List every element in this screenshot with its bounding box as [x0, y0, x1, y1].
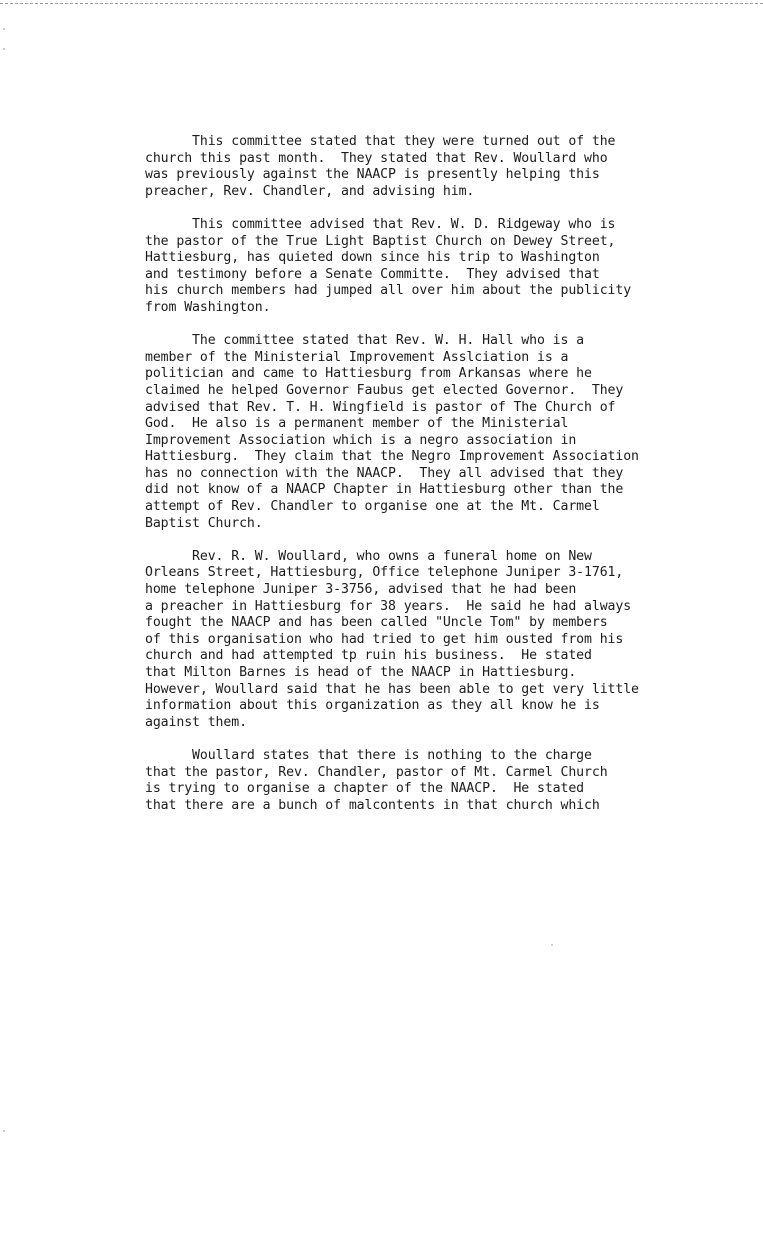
text-line: preacher, Rev. Chandler, and advising him. — [145, 183, 475, 199]
text-line: The committee stated that Rev. W. H. Hall who is a — [145, 333, 585, 349]
text-line: God. He also is a permanent member of the Ministerial — [145, 416, 569, 432]
paragraph-committee-turned-out — [145, 134, 725, 200]
text-line: advised that Rev. T. H. Wingfield is pastor of The Church of — [145, 399, 616, 415]
text-line: did not know of a NAACP Chapter in Hattiesburg other than the — [145, 482, 624, 498]
text-line: This committee stated that they were turned out of the — [145, 134, 616, 149]
text-line: This committee advised that Rev. W. D. Ridgeway who is — [145, 216, 616, 232]
scan-speck — [3, 48, 5, 50]
text-line: church this past month. They stated that Rev. Woullard who — [145, 150, 608, 166]
text-line: that the pastor, Rev. Chandler, pastor of Mt. Carmel Church — [145, 764, 608, 780]
text-line: is trying to organise a chapter of the NAACP. He stated — [145, 781, 585, 797]
text-line: Rev. R. W. Woullard, who owns a funeral home on New — [145, 548, 592, 564]
text-line: that Milton Barnes is head of the NAACP in Hattiesburg. — [145, 665, 577, 680]
text-line: Hattiesburg, has quieted down since his trip to Washington — [145, 250, 600, 266]
text-line: was previously against the NAACP is presently helping this — [145, 167, 600, 183]
text-line: against them. — [145, 714, 247, 730]
text-line: Woullard states that there is nothing to the charge — [145, 747, 592, 763]
text-line: member of the Ministerial Improvement Asslciation is a — [145, 349, 569, 365]
text-line: of this organisation who had tried to get him ousted from his — [145, 631, 624, 647]
text-line: Baptist Church. — [145, 515, 263, 531]
paragraph-ridgeway — [145, 217, 725, 317]
text-line: his church members had jumped all over him about the publicity — [145, 283, 632, 299]
text-line: Orleans Street, Hattiesburg, Office telephone Juniper 3-1761, — [145, 565, 624, 581]
text-line: claimed he helped Governor Faubus get elected Governor. They — [145, 382, 624, 398]
text-line: the pastor of the True Light Baptist Church on Dewey Street, — [145, 233, 616, 249]
text-line: fought the NAACP and has been called "Uncle Tom" by members — [145, 615, 608, 631]
text-line: from Washington. — [145, 299, 271, 315]
text-line: home telephone Juniper 3-3756, advised that he had been — [145, 582, 577, 598]
page-top-edge-rule — [0, 3, 763, 4]
scan-speck — [551, 944, 553, 946]
scan-speck — [3, 28, 5, 30]
text-line: Hattiesburg. They claim that the Negro Improvement Association — [145, 449, 639, 465]
paragraph-woullard-states — [145, 748, 725, 814]
text-line: and testimony before a Senate Committe. They advised that — [145, 266, 600, 282]
text-line: However, Woullard said that he has been able to get very little — [145, 681, 639, 697]
paragraph-woullard-interview — [145, 549, 725, 732]
typed-report-body — [145, 134, 725, 831]
paragraph-hall-wingfield — [145, 333, 725, 532]
text-line: church and had attempted tp ruin his business. He stated — [145, 648, 592, 664]
text-line: a preacher in Hattiesburg for 38 years. He said he had always — [145, 598, 632, 614]
scan-speck — [3, 1130, 5, 1132]
text-line: politician and came to Hattiesburg from Arkansas where he — [145, 366, 592, 382]
text-line: information about this organization as they all know he is — [145, 698, 600, 714]
text-line: has no connection with the NAACP. They all advised that they — [145, 465, 624, 481]
text-line: Improvement Association which is a negro association in — [145, 432, 577, 448]
text-line: that there are a bunch of malcontents in that church which — [145, 797, 600, 813]
text-line: attempt of Rev. Chandler to organise one at the Mt. Carmel — [145, 499, 600, 515]
